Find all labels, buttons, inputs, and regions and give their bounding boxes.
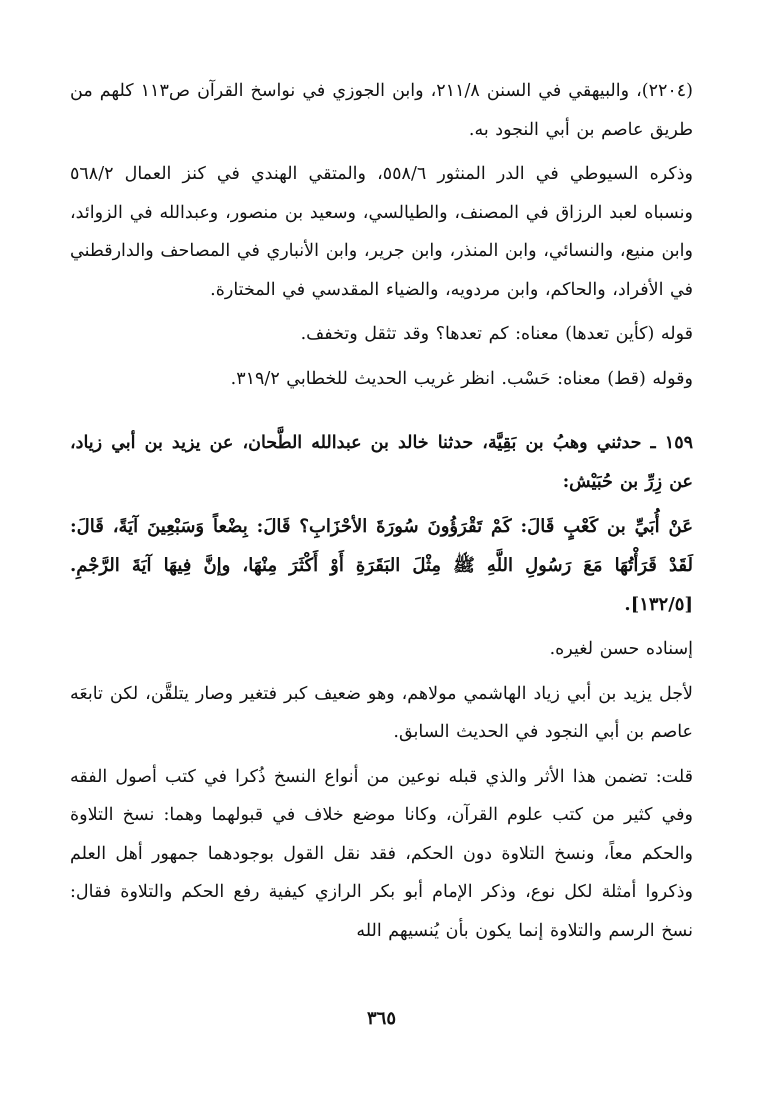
- hadith-matn: عَنْ أُبَيِّ بن كَعْبٍ قَالَ: كَمْ تَقْرَؤُونَ سُورَةَ الأحْزَابِ؟ قَالَ: بِضْعاً وَسَبْعِينَ آيَةً، قَالَ: لَقَدْ قَرَأْتُهَا مَعَ رَسُولِ اللَّهِ ﷺ مِثْلَ البَقَرَةِ أَوْ أَكْثَرَ مِنْهَا، وإنَّ فِيهَا آيَةَ الرَّجْمِ. [١٣٢/٥].: [70, 516, 693, 615]
- page-body: [70, 72, 693, 950]
- commentary-naskh: قلت: تضمن هذا الأثر والذي قبله نوعين من أنواع النسخ ذُكرا في كتب أصول الفقه وفي كثير من كتب علوم القرآن، وكانا موضع خلاف في قبولهما وهما: نسخ التلاوة والحكم معاً، ونسخ التلاوة دون الحكم، فقد نقل القول بوجودهما جمهور أهل العلم وذكروا أمثلة لكل نوع، وذكر الإمام أبو بكر الرازي كيفية رفع الحكم والتلاوة فقال: نسخ الرسم والتلاوة إنما يكون بأن يُنسيهم الله: [70, 766, 693, 941]
- grade-reason: لأجل يزيد بن أبي زياد الهاشمي مولاهم، وهو ضعيف كبر فتغير وصار يتلقَّن، لكن تابعَه عاصم بن أبي النجود في الحديث السابق.: [70, 683, 693, 742]
- gloss-qatt: وقوله (قط) معناه: حَسْب. انظر غريب الحديث للخطابي ٣١٩/٢.: [230, 368, 693, 389]
- page-number: ٣٦٥: [366, 1008, 396, 1029]
- isnad-grade: إسناده حسن لغيره.: [549, 639, 693, 659]
- citation-paragraph: (٢٢٠٤)، والبيهقي في السنن ٢١١/٨، وابن الجوزي في نواسخ القرآن ص١١٣ كلهم من طريق عاصم بن أبي النجود به.: [70, 81, 693, 140]
- suyuti-paragraph: وذكره السيوطي في الدر المنثور ٥٥٨/٦، والمتقي الهندي في كنز العمال ٥٦٨/٢ ونسباه لعبد الرزاق في المصنف، والطيالسي، وسعيد بن منصور، وعبدالله في الزوائد، وابن منيع، والنسائي، وابن المنذر، وابن جرير، وابن الأنباري في المصاحف والدارقطني في الأفراد، والحاكم، وابن مردويه، والضياء المقدسي في المختارة.: [70, 164, 693, 300]
- hadith-isnad: ١٥٩ ـ حدثني وهبُ بن بَقِيَّة، حدثنا خالد بن عبدالله الطَّحان، عن يزيد بن أبي زياد، عن زِرِّ بن حُبَيْش:: [70, 433, 693, 492]
- gloss-kaayyin: قوله (كأين تعدها) معناه: كم تعدها؟ وقد تثقل وتخفف.: [300, 324, 693, 344]
